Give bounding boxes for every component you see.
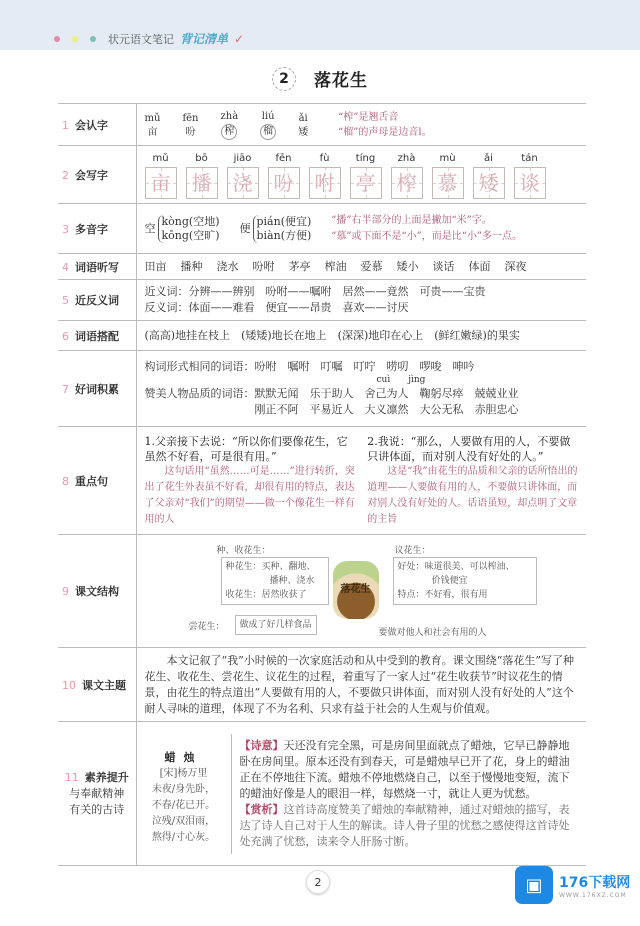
key-sentences-content [136,427,586,535]
sentence-2: 2.我说：“那么，人要做有用的人，不要做只讲体面，而对别人没有好处的人。” 这是“我”由花生的品质和父亲的话所悟出的道理——人要做有用的人，不要做只讲体面，而对别人没有好处的人。话语虽短，却点明了文章的主旨 [367,434,578,525]
label-recognize: 1 会认字 [58,104,136,146]
char-item-circled: zhà 榨 [221,110,239,140]
label-good-words: 7 好词积累 [58,351,136,427]
write-cell: mǔ 亩 [145,151,177,199]
structure-diagram: 种、收花生： 种花生：买种、翻地、 播种、浇水 收花生：居然收获了 尝花生： 做成了好几样食品 落花生 议花生： 好处：味道很美、可以榨油、 价钱便宜 特点：不好看，很有用 要做对他人和社会有用的人 [145,539,579,643]
lesson-title: 落花生 [314,71,368,91]
brand-name: 状元语文笔记 [108,32,174,46]
good-words-content: 构词形式相同的词语：吩咐 嘱咐 叮嘱 叮咛 唠叨 啰唆 呻吟 cuì jìng 赞美人物品质的词语：默默无闻 乐于助人 舍己为人 鞠躬尽瘁 兢兢业业 刚正不阿 平易近人 大义凛然 大公无私 赤胆忠心 [136,351,586,427]
poem-content [136,722,586,866]
row-polyphones [58,204,586,254]
char-item: ǎi 矮 [298,112,309,138]
write-cell: fēn 吩 [268,151,300,199]
row-key-sentences [58,427,586,535]
write-cell: zhà 榨 [391,151,423,199]
char-item: fēn 吩 [182,112,199,138]
checkmark-icon: ✓ [234,31,245,46]
write-cell: ǎi 矮 [473,151,505,199]
lesson-title-bar [0,66,640,91]
polyphone-content [136,204,586,254]
collocation-content: (高高)地挂在枝上 (矮矮)地长在地上 (深深)地印在心上 (鲜红嫩绿)的果实 [136,321,586,351]
brand-subtitle: 背记清单 [180,32,229,46]
label-dictation: 4 词语听写 [58,254,136,280]
row-syn-ant [58,280,586,321]
label-write: 2 会写字 [58,146,136,204]
write-content [136,146,586,204]
row-recognize-chars [58,104,586,146]
synonyms: 近义词：分辨——辨别 吩咐——嘱咐 居然——竟然 可贵——宝贵 [144,285,486,298]
watermark-url: WWW.176XZ.COM [559,891,627,899]
teal-dot-icon [90,36,96,42]
row-good-words [58,351,586,427]
sentence-1: 1.父亲接下去说：“所以你们要像花生，它虽然不好看，可是很有用。” 这句话用“虽然……可是……”进行转折，突出了花生外表虽不好看，却很有用的特点，表达了父亲对“我们”的期望——做一个像花生一样有用的人 [144,434,355,525]
peanut-illustration: 落花生 [333,561,379,619]
plant-harvest-box: 种花生：买种、翻地、 播种、浇水 收花生：居然收获了 [221,557,329,605]
label-polyphones: 3 多音字 [58,204,136,254]
char-item: mǔ 亩 [144,112,161,138]
brand-header [54,30,244,47]
theme-content: 本文记叙了“我”小时候的一次家庭活动和从中受到的教育。课文围绕“落花生”写了种花生、收花生、尝花生、议花生的过程，着重写了一家人过“花生收获节”时议花生的情景，由花生的特点道出“人要做有用的人，不要做只讲体面，而对别人没有好处的人”这个耐人寻味的道理，体现了不为名利、只求有益于社会的人生观与价值观。 [136,648,586,722]
row-write-chars [58,146,586,204]
taste-box: 做成了好几样食品 [235,615,317,635]
label-syn-ant: 5 近反义词 [58,280,136,321]
antonyms: 反义词：体面——难看 便宜——昂贵 喜欢——讨厌 [144,301,409,314]
label-poem: 11 素养提升 与奉献精神 有关的古诗 [58,722,136,866]
note: “播”右半部分的上面是撇加“米”字。 [331,214,492,226]
polyphone-bian: 便 pián(便宜) biàn(方便) [239,214,312,242]
row-structure [58,535,586,648]
syn-ant-content [136,280,586,321]
poem-explanation: 【诗意】天还没有完全黑，可是房间里面就点了蜡烛，它早已静静地卧在房间里。原本还没有到春天，可是蜡烛早已开了花，身上的蜡油正在不停地往下流。蜡烛不停地燃烧自己，以至于慢慢地变短，流下的蜡油好像是人的眼泪一样，每燃烧一寸，就让人更为忧愁。 【赏析】这首诗高度赞美了蜡烛的奉献精神，通过对蜡烛的描写，表达了诗人自己对于人生的解读。诗人骨子里的忧愁之感使得这首诗处处充满了忧愁，读来令人肝肠寸断。 [239,738,570,848]
discuss-box: 好处：味道很美、可以榨油、 价钱便宜 特点：不好看，很有用 [393,557,537,605]
write-cell: tíng 亭 [350,151,382,199]
yellow-dot-icon [72,36,78,42]
polyphone-kong: 空 kòng(空地) kōng(空旷) [144,214,220,242]
write-cell: fù 咐 [309,151,341,199]
row-theme [58,648,586,722]
study-table [58,103,586,866]
label-theme: 10 课文主题 [58,648,136,722]
structure-content [136,535,586,648]
recognize-content [136,104,586,146]
row-dictation [58,254,586,280]
row-collocation [58,321,586,351]
label-collocation: 6 词语搭配 [58,321,136,351]
write-cell: jiāo 浇 [227,151,259,199]
pink-dot-icon [54,36,60,42]
cube-logo-icon: ▣ [515,866,553,904]
write-cell: bō 播 [186,151,218,199]
label-structure: 9 课文结构 [58,535,136,648]
char-item-circled: liú 榴 [260,110,276,140]
label-key-sentences: 8 重点句 [58,427,136,535]
watermark [515,866,630,904]
note: “慕”或下面不是“小”，而是比“小”多一点。 [331,230,522,242]
row-poem [58,722,586,866]
lesson-number: 2 [272,67,296,91]
note: “榴”的声母是边音l。 [338,126,432,138]
note: “榨”是翘舌音 [338,111,399,123]
dictation-content: 田亩 播种 浇水 吩咐 茅亭 榨油 爱慕 矮小 谈话 体面 深夜 [136,254,586,280]
watermark-title: 176下载网 [559,874,631,891]
page-number: 2 [306,870,330,894]
write-cell: mù 慕 [432,151,464,199]
write-cell: tán 谈 [514,151,546,199]
poem-text: 蜡烛 [宋]杨万里 未夜/身先卧， 不春/花已开。 泣残/双泪雨， 熬得/寸心灰。 [137,734,232,854]
